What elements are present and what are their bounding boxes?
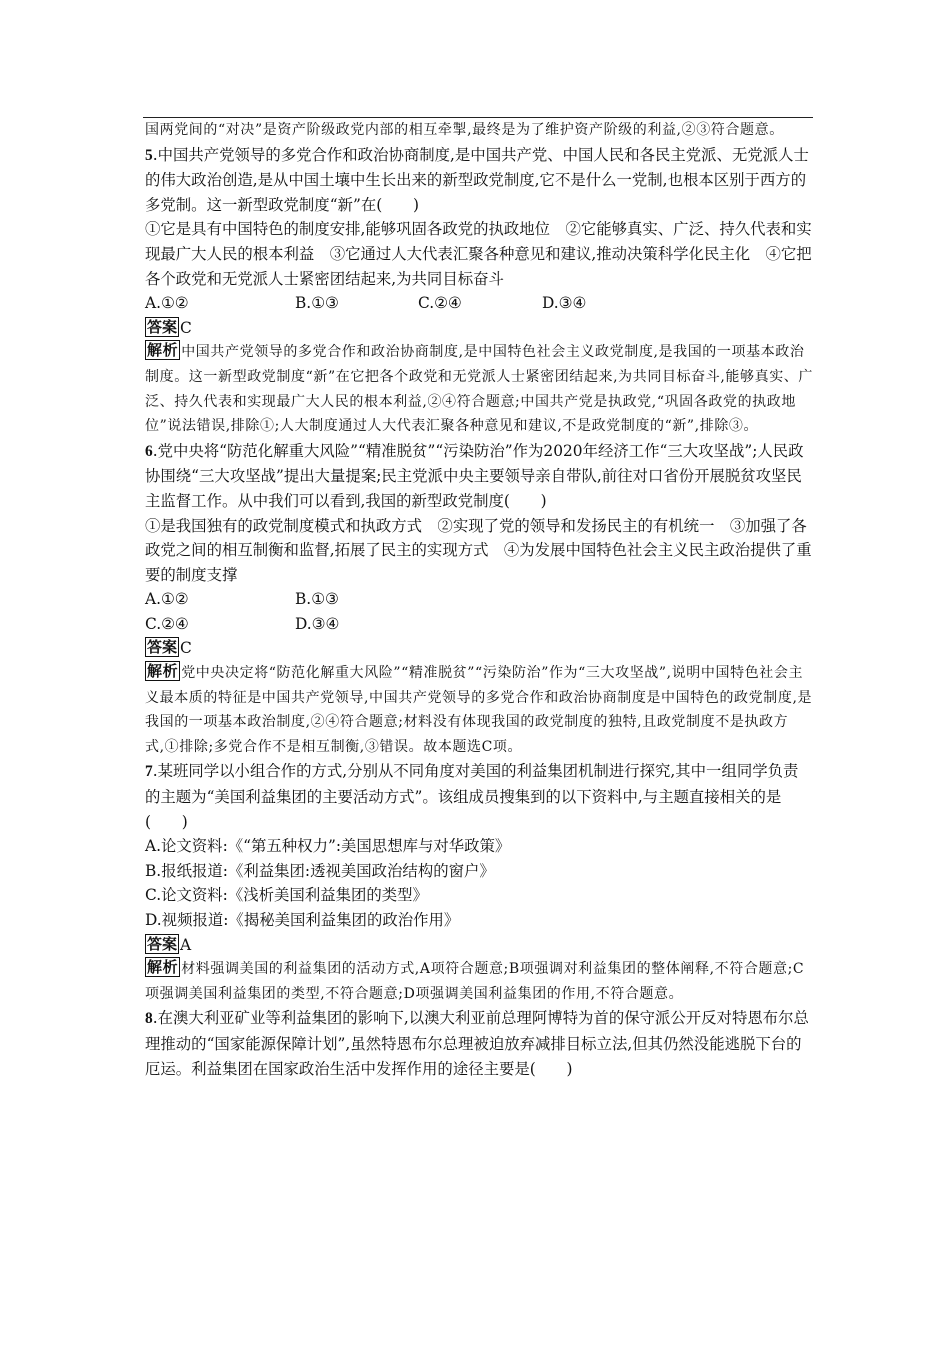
question-7 (145, 759, 813, 1006)
question-number: 6 (145, 442, 153, 460)
analysis-tag: 解析 (147, 958, 179, 977)
question-text: .中国共产党领导的多党合作和政治协商制度,是中国共产党、中国人民和各民主党派、无党派人士的伟大政治创造,是从中国土壤中生长出来的新型政党制度,它不是什么一党制,也根本区别于西方的多党制。这一新型政党制度“新”在( ) (145, 145, 809, 214)
option-a: A.①② (145, 294, 189, 313)
answer-tag: 答案 (147, 317, 178, 336)
answer-value: A (180, 935, 192, 954)
analysis-text: 材料强调美国的利益集团的活动方式,A项符合题意;B项强调对利益集团的整体阐释,不符合题意;C项强调美国利益集团的类型,不符合题意;D项强调美国利益集团的作用,不符合题意。 (145, 961, 805, 1002)
analysis-tag: 解析 (147, 341, 179, 360)
option-d: D.视频报道:《揭秘美国利益集团的政治作用》 (145, 911, 460, 929)
analysis-block (145, 661, 813, 759)
option-c: C.②④ (145, 614, 189, 633)
option-a: A.①② (145, 590, 189, 609)
question-number: 5 (145, 146, 153, 164)
answer-value: C (180, 318, 192, 337)
analysis-block (145, 340, 813, 438)
option-d: D.③④ (295, 614, 340, 633)
analysis-block (145, 957, 813, 1006)
option-c: C.②④ (418, 294, 462, 313)
option-b: B.①③ (295, 294, 339, 313)
option-b: B.①③ (295, 590, 339, 609)
answer-line (145, 636, 813, 661)
answer-tag: 答案 (147, 934, 178, 953)
option-d: D.③④ (542, 294, 587, 313)
question-stem (145, 1006, 813, 1081)
question-text: .党中央将“防范化解重大风险”“精准脱贫”“污染防治”作为2020年经济工作“三大攻坚战”;人民政协围绕“三大攻坚战”提出大量提案;民主党派中央主要领导亲自带队,前往对口省份开展脱贫攻坚民主监督工作。从中我们可以看到,我国的新型政党制度( ) (145, 441, 804, 510)
answer-value: C (180, 639, 192, 658)
question-statements: ①它是具有中国特色的制度安排,能够巩固各政党的执政地位 ②它能够真实、广泛、持久代表和实现最广大人民的根本利益 ③它通过人大代表汇聚各种意见和建议,推动决策科学化民主化 ④它把各个政党和无党派人士紧密团结起来,为共同目标奋斗 (145, 220, 812, 288)
answer-options-row-1 (145, 587, 813, 612)
previous-analysis-continuation: 国两党间的“对决”是资产阶级政党内部的相互牵掣,最终是为了维护资产阶级的利益,②③符合题意。 (145, 122, 784, 138)
answer-line (145, 316, 813, 341)
question-number: 7 (145, 763, 153, 781)
question-text: .某班同学以小组合作的方式,分别从不同角度对美国的利益集团机制进行探究,其中一组同学负责的主题为“美国利益集团的主要活动方式”。该组成员搜集到的以下资料中,与主题直接相关的是( ) (145, 762, 799, 831)
option-c: C.论文资料:《浅析美国利益集团的类型》 (145, 886, 428, 905)
answer-tag: 答案 (147, 638, 178, 657)
option-b: B.报纸报道:《利益集团:透视美国政治结构的窗户》 (145, 861, 495, 880)
question-5 (145, 143, 813, 439)
question-text: .在澳大利亚矿业等利益集团的影响下,以澳大利亚前总理阿博特为首的保守派公开反对特恩布尔总理推动的“国家能源保障计划”,虽然特恩布尔总理被迫放弃减排目标立法,但其仍然没能逃脱下台的厄运。利益集团在国家政治生活中发挥作用的途径主要是( ) (145, 1009, 809, 1078)
option-a: A.论文资料:《“第五种权力”:美国思想库与对华政策》 (145, 837, 511, 856)
question-8 (145, 1006, 813, 1081)
document-body (145, 118, 813, 1081)
question-6 (145, 439, 813, 760)
question-statements: ①是我国独有的政党制度模式和执政方式 ②实现了党的领导和发扬民主的有机统一 ③加强了各政党之间的相互制衡和监督,拓展了民主的实现方式 ④为发展中国特色社会主义民主政治提供了重要的制度支撑 (145, 516, 812, 584)
answer-options (145, 291, 813, 316)
analysis-text: 党中央决定将“防范化解重大风险”“精准脱贫”“污染防治”作为“三大攻坚战”,说明中国特色社会主义最本质的特征是中国共产党领导,中国共产党领导的多党合作和政治协商制度是中国特色的政党制度,是我国的一项基本政治制度,②④符合题意;材料没有体现我国的政党制度的独特,且政党制度不是执政方式,①排除;多党合作不是相互制衡,③错误。故本题选C项。 (145, 665, 813, 755)
question-stem (145, 143, 813, 218)
answer-line (145, 933, 813, 958)
analysis-text: 中国共产党领导的多党合作和政治协商制度,是中国特色社会主义政党制度,是我国的一项基本政治制度。这一新型政党制度“新”在它把各个政党和无党派人士紧密团结起来,为共同目标奋斗,能够真实、广泛、持久代表和实现最广大人民的根本利益,②④符合题意;中国共产党是执政党,“巩固各政党的执政地位”说法错误,排除①;人大制度通过人大代表汇聚各种意见和建议,不是政党制度的“新”,排除③。 (145, 344, 814, 435)
question-stem (145, 439, 813, 514)
question-stem (145, 759, 813, 834)
answer-options-row-2 (145, 612, 813, 637)
question-number: 8 (145, 1010, 153, 1028)
analysis-tag: 解析 (147, 662, 179, 681)
